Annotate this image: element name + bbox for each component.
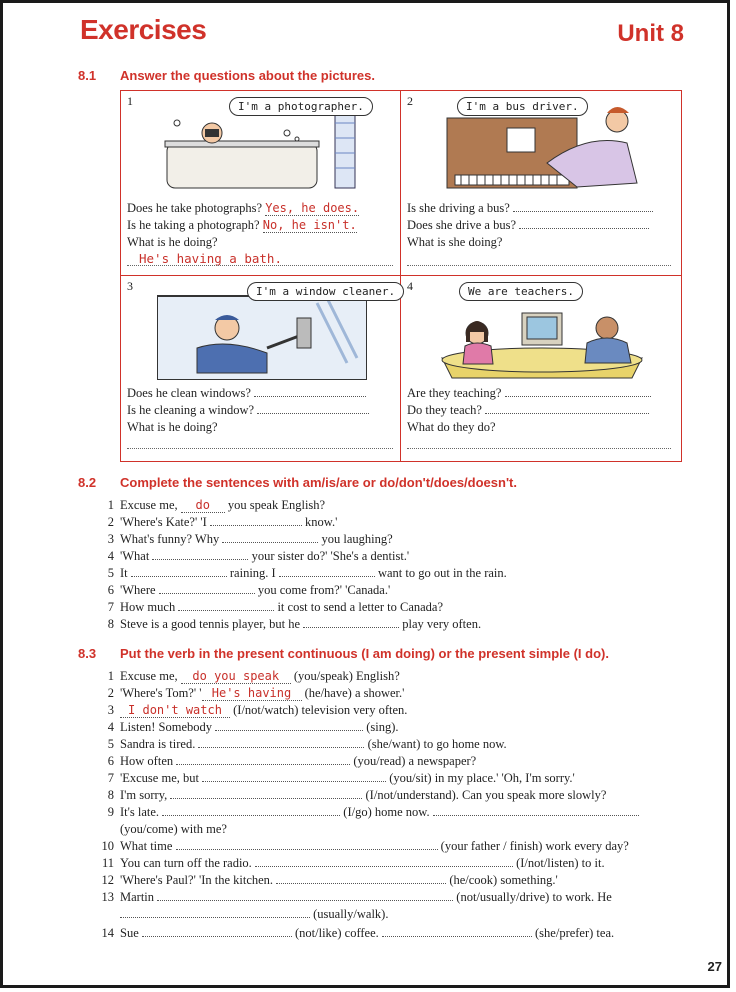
question-3: What is he doing? bbox=[127, 420, 218, 434]
cell-number: 3 bbox=[127, 279, 133, 293]
question-2: Do they teach? bbox=[407, 403, 649, 418]
exercise-8-3-line-12: 12 'Where's Paul?' 'In the kitchen. (he/cook) something.' bbox=[101, 873, 558, 887]
cell-number: 2 bbox=[407, 94, 413, 108]
exercise-8-2-line-3: 3 What's funny? Why you laughing? bbox=[107, 532, 393, 546]
question-1: Does he clean windows? bbox=[127, 386, 366, 401]
section-title-8-3: Put the verb in the present continuous (I am doing) or the present simple (I do). bbox=[120, 646, 609, 661]
exercise-8-3-line-9: 9 It's late. (I/go) home now. bbox=[100, 805, 639, 820]
teachers-sofa-illustration bbox=[437, 288, 647, 380]
picture-grid bbox=[120, 90, 682, 462]
answer-1: Yes, he does. bbox=[265, 201, 360, 215]
question-2: Is he taking a photograph? No, he isn't. bbox=[127, 218, 357, 232]
exercise-8-3-line-9-cont: (you/come) with me? bbox=[120, 822, 227, 836]
exercise-8-3-line-7: 7 'Excuse me, but (you/sit) in my place.' 'Oh, I'm sorry.' bbox=[107, 771, 575, 785]
speech-bubble: I'm a window cleaner. bbox=[247, 282, 404, 301]
exercise-8-2-line-8: 8 Steve is a good tennis player, but he play very often. bbox=[107, 617, 482, 631]
exercise-8-3-line-3: 3 I don't watch (I/not/watch) television very often. bbox=[107, 703, 408, 717]
exercise-8-3-line-14: 14 Sue (not/like) coffee. (she/prefer) tea. bbox=[101, 926, 615, 940]
page-number: 27 bbox=[707, 959, 722, 974]
cell-number: 1 bbox=[127, 94, 133, 108]
section-number-8-2: 8.2 bbox=[78, 475, 97, 490]
question-2: Is he cleaning a window? bbox=[127, 403, 369, 418]
bath-illustration bbox=[157, 103, 367, 195]
answer-line bbox=[127, 265, 393, 266]
piano-illustration bbox=[437, 103, 647, 195]
section-number-8-3: 8.3 bbox=[78, 646, 97, 661]
exercise-8-2-line-4: 4 'What your sister do?' 'She's a dentist.' bbox=[107, 549, 410, 563]
exercise-8-3-line-11: 11 You can turn off the radio. (I/not/listen) to it. bbox=[101, 856, 605, 870]
exercise-8-2-line-1: 1 Excuse me, do you speak English? bbox=[107, 498, 326, 512]
answer: do bbox=[181, 498, 225, 513]
exercise-8-3-line-6: 6 How often (you/read) a newspaper? bbox=[107, 754, 477, 768]
section-title-8-2: Complete the sentences with am/is/are or do/don't/does/doesn't. bbox=[120, 475, 517, 490]
exercise-8-2-line-5: 5 It raining. I want to go out in the rain. bbox=[107, 566, 507, 580]
speech-bubble: We are teachers. bbox=[459, 282, 583, 301]
exercise-8-3-line-10: 10 What time (your father / finish) work every day? bbox=[101, 839, 629, 853]
exercise-8-2-line-2: 2 'Where's Kate?' 'I know.' bbox=[107, 515, 338, 529]
page-title: Exercises bbox=[80, 14, 207, 45]
section-number-8-1: 8.1 bbox=[78, 68, 97, 83]
question-1: Does he take photographs? Yes, he does. bbox=[127, 201, 360, 215]
question-1: Is she driving a bus? bbox=[407, 201, 653, 216]
picture-cell-4 bbox=[401, 276, 681, 461]
speech-bubble: I'm a photographer. bbox=[229, 97, 373, 116]
answer: do you speak bbox=[181, 669, 291, 684]
picture-cell-3 bbox=[121, 276, 401, 461]
exercise-8-3-line-1: 1 Excuse me, do you speak (you/speak) English? bbox=[107, 669, 400, 683]
answer-line bbox=[407, 265, 671, 266]
answer-2: No, he isn't. bbox=[262, 218, 357, 232]
speech-bubble: I'm a bus driver. bbox=[457, 97, 588, 116]
answer: He's having bbox=[202, 686, 302, 701]
picture-cell-2 bbox=[401, 91, 681, 276]
window-cleaner-illustration bbox=[157, 288, 367, 380]
question-1: Are they teaching? bbox=[407, 386, 651, 401]
unit-label: Unit 8 bbox=[617, 20, 684, 47]
question-2: Does she drive a bus? bbox=[407, 218, 649, 233]
exercise-8-3-line-2: 2 'Where's Tom?' ' He's having (he/have) a shower.' bbox=[107, 686, 405, 700]
answer-line bbox=[407, 448, 671, 449]
exercise-8-3-line-4: 4 Listen! Somebody (sing). bbox=[107, 720, 399, 734]
picture-cell-1 bbox=[121, 91, 401, 276]
answer-line bbox=[127, 448, 393, 449]
answer-3: He's having a bath. bbox=[139, 251, 282, 266]
cell-number: 4 bbox=[407, 279, 413, 293]
section-title-8-1: Answer the questions about the pictures. bbox=[120, 68, 375, 83]
exercise-8-2-line-6: 6 'Where you come from?' 'Canada.' bbox=[107, 583, 391, 597]
question-3: What is she doing? bbox=[407, 235, 503, 249]
exercise-8-3-line-5: 5 Sandra is tired. (she/want) to go home now. bbox=[107, 737, 507, 751]
answer: I don't watch bbox=[120, 703, 230, 718]
question-3: What is he doing? bbox=[127, 235, 218, 249]
question-3: What do they do? bbox=[407, 420, 496, 434]
exercise-8-3-line-13-cont: (usually/walk). bbox=[120, 907, 388, 922]
exercise-8-2-line-7: 7 How much it cost to send a letter to Canada? bbox=[107, 600, 444, 614]
exercise-8-3-line-13: 13 Martin (not/usually/drive) to work. He bbox=[101, 890, 612, 904]
exercise-8-3-line-8: 8 I'm sorry, (I/not/understand). Can you speak more slowly? bbox=[107, 788, 607, 802]
